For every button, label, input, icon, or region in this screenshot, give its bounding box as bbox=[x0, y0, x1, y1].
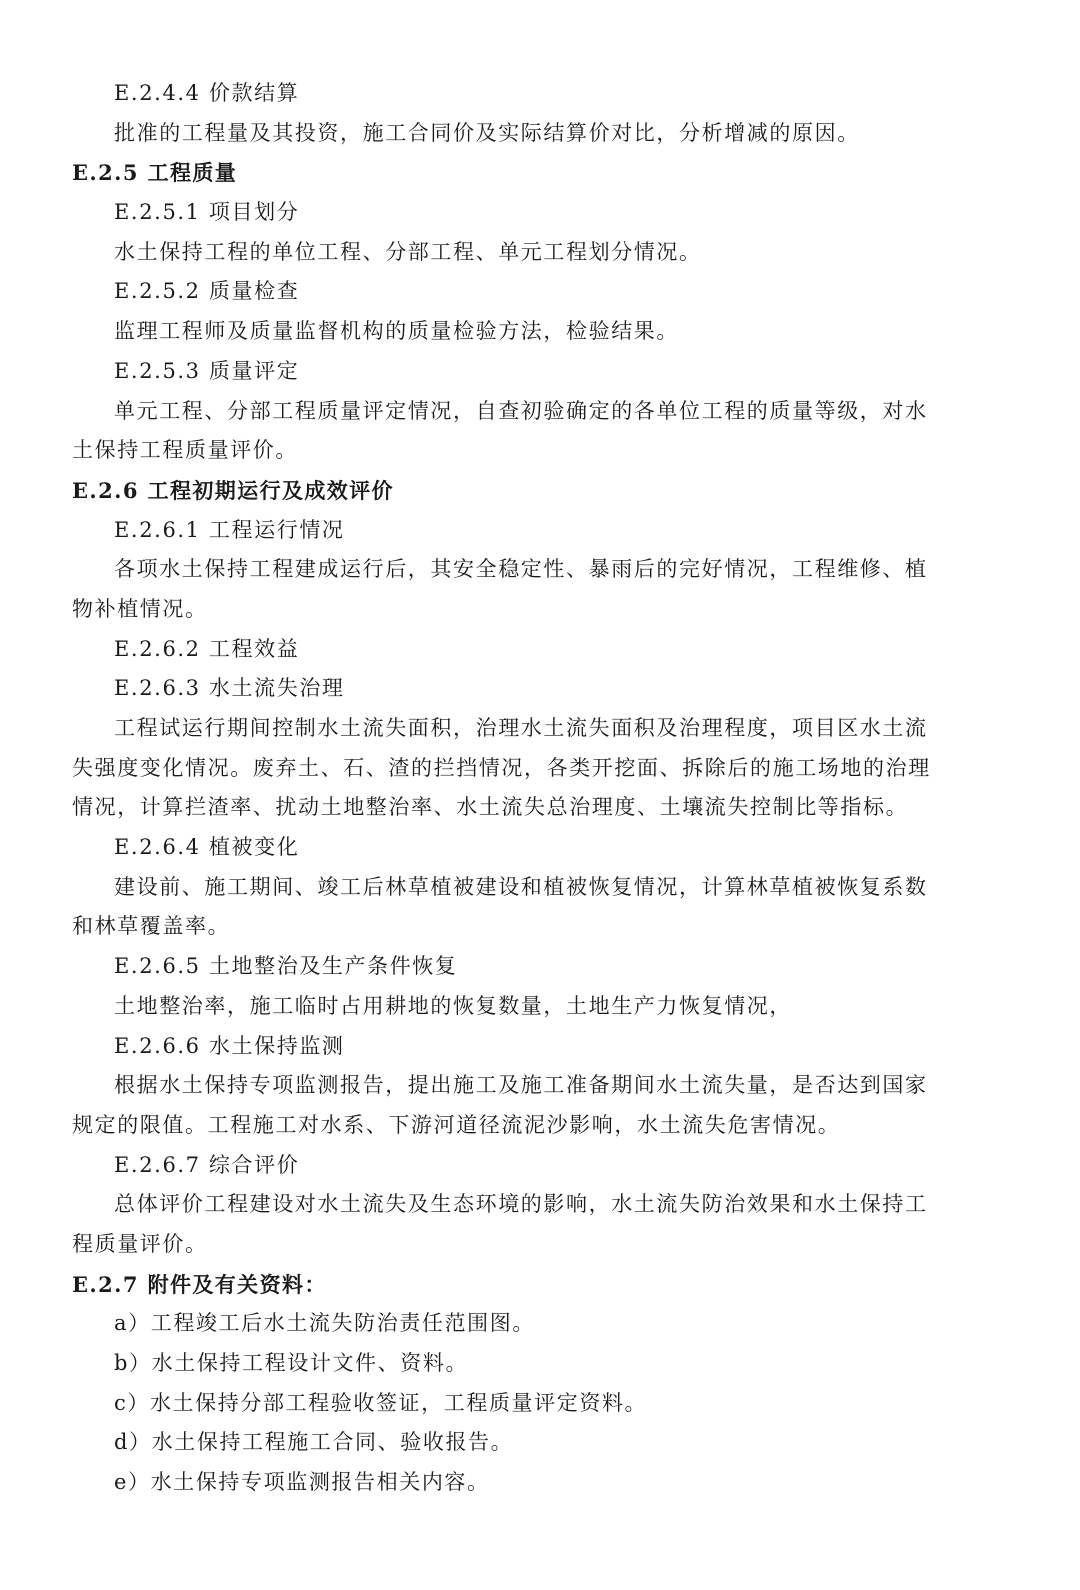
paragraph-continuation: 土保持工程质量评价。 bbox=[72, 438, 298, 463]
paragraph-line: 水土保持工程的单位工程、分部工程、单元工程划分情况。 bbox=[114, 239, 702, 264]
paragraph-continuation: 失强度变化情况。废弃土、石、渣的拦挡情况，各类开挖面、拆除后的施工场地的治理 bbox=[72, 755, 931, 780]
paragraph-line: 工程试运行期间控制水土流失面积，治理水土流失面积及治理程度，项目区水土流 bbox=[114, 716, 928, 740]
paragraph-continuation: 物补植情况。 bbox=[72, 596, 208, 621]
subsection-heading: E.2.6.7 综合评价 bbox=[114, 1152, 300, 1177]
paragraph-line: 建设前、施工期间、竣工后林草植被建设和植被恢复情况，计算林草植被恢复系数 bbox=[114, 874, 928, 899]
paragraph-line: 总体评价工程建设对水土流失及生态环境的影响，水土流失防治效果和水土保持工 bbox=[114, 1192, 928, 1217]
section-heading: E.2.7 附件及有关资料： bbox=[72, 1271, 327, 1297]
list-item: c）水土保持分部工程验收签证，工程质量评定资料。 bbox=[114, 1390, 648, 1415]
list-item: d）水土保持工程施工合同、验收报告。 bbox=[114, 1430, 514, 1455]
section-heading: E.2.6 工程初期运行及成效评价 bbox=[72, 477, 394, 503]
subsection-heading: E.2.6.3 水土流失治理 bbox=[114, 676, 345, 701]
paragraph-continuation: 和林草覆盖率。 bbox=[72, 914, 231, 939]
paragraph-line: 批准的工程量及其投资，施工合同价及实际结算价对比，分析增减的原因。 bbox=[114, 120, 860, 145]
list-item: a）工程竣工后水土流失防治责任范围图。 bbox=[114, 1311, 535, 1336]
subsection-heading: E.2.5.2 质量检查 bbox=[114, 279, 300, 304]
paragraph-continuation: 情况，计算拦渣率、扰动土地整治率、水土流失总治理度、土壤流失控制比等指标。 bbox=[72, 795, 909, 820]
subsection-heading: E.2.6.4 植被变化 bbox=[114, 835, 300, 860]
section-heading: E.2.5 工程质量 bbox=[72, 160, 238, 186]
paragraph-line: 监理工程师及质量监督机构的质量检验方法，检验结果。 bbox=[114, 319, 679, 344]
list-item: b）水土保持工程设计文件、资料。 bbox=[114, 1351, 469, 1375]
paragraph-line: 根据水土保持专项监测报告，提出施工及施工准备期间水土流失量，是否达到国家 bbox=[114, 1073, 928, 1098]
subsection-heading: E.2.5.3 质量评定 bbox=[114, 358, 300, 383]
subsection-heading: E.2.6.5 土地整治及生产条件恢复 bbox=[114, 954, 458, 979]
subsection-heading: E.2.4.4 价款结算 bbox=[114, 81, 300, 105]
subsection-heading: E.2.6.6 水土保持监测 bbox=[114, 1033, 345, 1058]
list-item: e）水土保持专项监测报告相关内容。 bbox=[114, 1470, 490, 1495]
paragraph-line: 单元工程、分部工程质量评定情况，自查初验确定的各单位工程的质量等级，对水 bbox=[114, 398, 928, 423]
paragraph-line: 土地整治率，施工临时占用耕地的恢复数量，土地生产力恢复情况， bbox=[114, 993, 792, 1018]
subsection-heading: E.2.6.2 工程效益 bbox=[114, 636, 300, 661]
paragraph-line: 各项水土保持工程建成运行后，其安全稳定性、暴雨后的完好情况，工程维修、植 bbox=[114, 557, 928, 582]
paragraph-continuation: 程质量评价。 bbox=[72, 1231, 208, 1256]
subsection-heading: E.2.5.1 项目划分 bbox=[114, 200, 300, 225]
paragraph-continuation: 规定的限值。工程施工对水系、下游河道径流泥沙影响，水土流失危害情况。 bbox=[72, 1112, 841, 1137]
subsection-heading: E.2.6.1 工程运行情况 bbox=[114, 517, 345, 542]
